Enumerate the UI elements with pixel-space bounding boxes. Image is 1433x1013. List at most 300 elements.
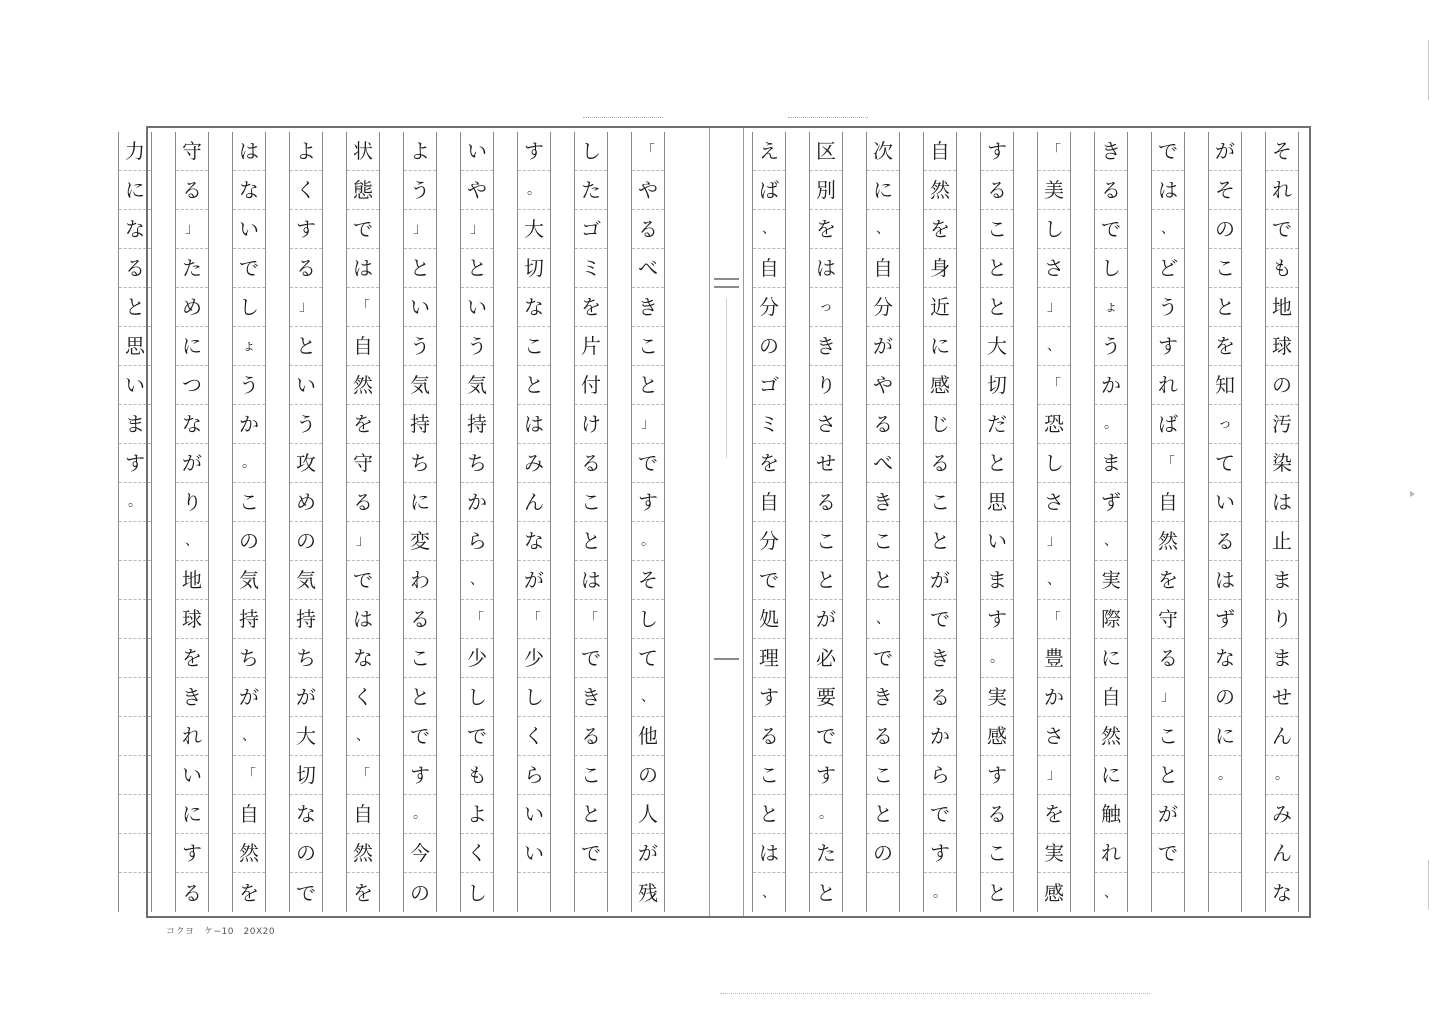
manuscript-cell: の [867, 834, 899, 873]
manuscript-cell: い [290, 366, 322, 405]
manuscript-cell: き [1095, 132, 1127, 171]
manuscript-cell: は [1152, 171, 1184, 210]
manuscript-cell: が [632, 834, 664, 873]
manuscript-cell: 。 [632, 522, 664, 561]
manuscript-cell: 近 [924, 288, 956, 327]
manuscript-column [631, 132, 665, 912]
manuscript-cell: 」 [176, 210, 208, 249]
manuscript-cell: る [981, 795, 1013, 834]
manuscript-cell: き [575, 678, 607, 717]
manuscript-cell: い [119, 366, 151, 405]
manuscript-cell: を [1038, 795, 1070, 834]
manuscript-cell: ん [1266, 834, 1298, 873]
manuscript-cell: 、 [1104, 884, 1118, 901]
manuscript-cell: み [518, 444, 550, 483]
manuscript-cell: が [1209, 132, 1241, 171]
manuscript-cell: 自 [1152, 483, 1184, 522]
manuscript-cell: っ [810, 288, 842, 327]
manuscript-cell: ょ [233, 327, 265, 366]
manuscript-cell: 気 [290, 561, 322, 600]
manuscript-cell: 。 [518, 171, 550, 210]
manuscript-cell: る [182, 880, 202, 905]
manuscript-cell: 然 [924, 171, 956, 210]
manuscript-cell: 処 [753, 600, 785, 639]
manuscript-cell: ゴ [575, 210, 607, 249]
manuscript-cell: す [518, 132, 550, 171]
manuscript-cell: と [404, 678, 436, 717]
manuscript-cell: ん [1266, 717, 1298, 756]
manuscript-cell: 気 [233, 561, 265, 600]
manuscript-cell: こ [518, 327, 550, 366]
manuscript-cell: 」 [347, 522, 379, 561]
manuscript-cell: な [347, 639, 379, 678]
manuscript-cell: な [233, 171, 265, 210]
manuscript-cell: 力 [119, 132, 151, 171]
manuscript-column [1151, 132, 1185, 912]
manuscript-cell: 。 [1095, 405, 1127, 444]
manuscript-cell: し [1038, 444, 1070, 483]
manuscript-cell: も [461, 756, 493, 795]
manuscript-cell: を [924, 210, 956, 249]
manuscript-cell: 実 [1095, 561, 1127, 600]
manuscript-cell: 大 [518, 210, 550, 249]
manuscript-cell: こ [924, 483, 956, 522]
manuscript-column [403, 132, 437, 912]
manuscript-cell: る [981, 171, 1013, 210]
manuscript-cell: さ [810, 405, 842, 444]
manuscript-cell: や [632, 171, 664, 210]
manuscript-cell: し [575, 132, 607, 171]
manuscript-cell: 、 [461, 561, 493, 600]
manuscript-cell: を [353, 880, 373, 905]
manuscript-cell: と [867, 795, 899, 834]
manuscript-cell: ん [518, 483, 550, 522]
manuscript-cell: こ [575, 756, 607, 795]
manuscript-cell: 切 [518, 249, 550, 288]
manuscript-cell: 触 [1095, 795, 1127, 834]
manuscript-cell: 」 [461, 210, 493, 249]
manuscript-cell: べ [867, 444, 899, 483]
manuscript-cell: ら [461, 522, 493, 561]
manuscript-cell: な [1209, 639, 1241, 678]
manuscript-cell: 態 [347, 171, 379, 210]
manuscript-cell: 自 [233, 795, 265, 834]
manuscript-cell: し [518, 678, 550, 717]
manuscript-cell: ら [924, 756, 956, 795]
manuscript-cell: で [867, 639, 899, 678]
manuscript-cell [119, 873, 151, 912]
manuscript-cell: は [347, 249, 379, 288]
manuscript-cell: こ [632, 327, 664, 366]
manuscript-cell: 「 [1152, 444, 1184, 483]
manuscript-cell: で [575, 834, 607, 873]
manuscript-cell [119, 756, 151, 795]
manuscript-cell: き [924, 639, 956, 678]
manuscript-cell: く [461, 834, 493, 873]
manuscript-column [980, 132, 1014, 912]
manuscript-cell: 自 [753, 249, 785, 288]
manuscript-cell: そ [1266, 132, 1298, 171]
center-spine [709, 128, 744, 916]
manuscript-cell: で [296, 880, 316, 905]
manuscript-cell: や [461, 171, 493, 210]
manuscript-cell: え [753, 132, 785, 171]
manuscript-cell: ら [518, 756, 550, 795]
manuscript-cell: べ [632, 249, 664, 288]
manuscript-cell: と [575, 522, 607, 561]
manuscript-cell: 「 [575, 600, 607, 639]
manuscript-cell: 。 [810, 795, 842, 834]
manuscript-cell: 他 [632, 717, 664, 756]
right-edge-tick [1428, 40, 1429, 100]
manuscript-cell: 付 [575, 366, 607, 405]
manuscript-cell: っ [1209, 405, 1241, 444]
manuscript-cell [1209, 873, 1241, 912]
manuscript-column [460, 132, 494, 912]
manuscript-cell: す [404, 756, 436, 795]
manuscript-cell: で [461, 717, 493, 756]
manuscript-cell: と [816, 880, 836, 905]
manuscript-cell: こ [753, 756, 785, 795]
manuscript-cell: が [810, 600, 842, 639]
manuscript-cell: 自 [924, 132, 956, 171]
manuscript-cell: 「 [461, 600, 493, 639]
manuscript-cell: か [461, 483, 493, 522]
manuscript-cell: う [404, 327, 436, 366]
manuscript-cell: る [176, 171, 208, 210]
manuscript-cell: 染 [1266, 444, 1298, 483]
manuscript-cell [119, 795, 151, 834]
manuscript-cell [119, 600, 151, 639]
manuscript-cell: 」 [1152, 678, 1184, 717]
manuscript-cell: の [632, 756, 664, 795]
manuscript-cell [1209, 795, 1241, 834]
bottom-dotted-rule [720, 993, 1150, 994]
manuscript-cell: で [753, 561, 785, 600]
manuscript-cell: 少 [461, 639, 493, 678]
manuscript-cell: こ [867, 756, 899, 795]
manuscript-cell: と [461, 249, 493, 288]
manuscript-cell: 知 [1209, 366, 1241, 405]
manuscript-cell: 気 [461, 366, 493, 405]
manuscript-cell: を [753, 444, 785, 483]
manuscript-cell: と [867, 561, 899, 600]
manuscript-cell: 守 [347, 444, 379, 483]
manuscript-cell: を [1152, 561, 1184, 600]
manuscript-cell: 別 [810, 171, 842, 210]
manuscript-cell: で [924, 795, 956, 834]
manuscript-cell: 感 [1044, 880, 1064, 905]
manuscript-cell [1152, 873, 1184, 912]
manuscript-cell: か [1095, 366, 1127, 405]
manuscript-cell: 。 [1209, 756, 1241, 795]
manuscript-cell: と [810, 561, 842, 600]
manuscript-column [752, 132, 786, 912]
manuscript-cell: 身 [924, 249, 956, 288]
manuscript-cell: で [810, 717, 842, 756]
manuscript-cell: ば [753, 171, 785, 210]
manuscript-cell: た [575, 171, 607, 210]
manuscript-cell: は [518, 405, 550, 444]
manuscript-cell: 実 [1038, 834, 1070, 873]
manuscript-cell: 然 [347, 366, 379, 405]
manuscript-cell: と [575, 795, 607, 834]
manuscript-cell: と [1209, 288, 1241, 327]
manuscript-cell: に [119, 171, 151, 210]
manuscript-cell: に [924, 327, 956, 366]
manuscript-cell: く [518, 717, 550, 756]
manuscript-cell [119, 717, 151, 756]
manuscript-cell: 残 [638, 880, 658, 905]
manuscript-cell: 「 [1038, 132, 1070, 171]
manuscript-cell: れ [1095, 834, 1127, 873]
manuscript-cell: 、 [347, 717, 379, 756]
manuscript-cell: 然 [1095, 717, 1127, 756]
manuscript-cell: き [867, 678, 899, 717]
manuscript-cell: と [119, 288, 151, 327]
manuscript-cell: れ [1266, 171, 1298, 210]
manuscript-cell: 状 [347, 132, 379, 171]
manuscript-cell: 自 [1095, 678, 1127, 717]
manuscript-column [118, 132, 152, 912]
manuscript-cell [518, 873, 550, 912]
manuscript-cell: み [1266, 795, 1298, 834]
manuscript-cell: な [1272, 880, 1292, 905]
manuscript-cell: る [575, 717, 607, 756]
manuscript-column [517, 132, 551, 912]
manuscript-cell: 思 [119, 327, 151, 366]
manuscript-cell: と [987, 880, 1007, 905]
manuscript-cell: こ [981, 834, 1013, 873]
manuscript-cell: で [575, 639, 607, 678]
manuscript-cell: な [176, 405, 208, 444]
manuscript-cell: し [632, 600, 664, 639]
manuscript-cell: ち [461, 444, 493, 483]
manuscript-cell: 分 [753, 522, 785, 561]
manuscript-cell: 持 [290, 600, 322, 639]
spine-upper-line [726, 298, 727, 458]
manuscript-cell: が [233, 678, 265, 717]
manuscript-cell: で [632, 444, 664, 483]
manuscript-cell: す [119, 444, 151, 483]
manuscript-cell: 、 [1095, 522, 1127, 561]
manuscript-cell: い [461, 288, 493, 327]
manuscript-cell: そ [632, 561, 664, 600]
manuscript-cell: る [632, 210, 664, 249]
manuscript-cell: 。 [119, 483, 151, 522]
manuscript-cell: 感 [981, 717, 1013, 756]
manuscript-cell: こ [1152, 717, 1184, 756]
manuscript-column [232, 132, 266, 912]
top-dotted-rule-right [788, 117, 868, 118]
manuscript-cell: は [1266, 483, 1298, 522]
manuscript-cell: 際 [1095, 600, 1127, 639]
manuscript-cell: 少 [518, 639, 550, 678]
manuscript-cell: 、 [867, 600, 899, 639]
manuscript-cell: 持 [461, 405, 493, 444]
manuscript-cell: を [176, 639, 208, 678]
manuscript-cell: こ [981, 210, 1013, 249]
manuscript-cell: 片 [575, 327, 607, 366]
manuscript-cell: こ [404, 639, 436, 678]
manuscript-cell: る [867, 405, 899, 444]
manuscript-cell: う [404, 171, 436, 210]
manuscript-cell: な [290, 795, 322, 834]
manuscript-cell: い [461, 132, 493, 171]
manuscript-cell: て [1209, 444, 1241, 483]
manuscript-cell: も [1266, 249, 1298, 288]
manuscript-cell: さ [1038, 717, 1070, 756]
manuscript-cell: と [981, 249, 1013, 288]
manuscript-cell: 理 [753, 639, 785, 678]
manuscript-cell: で [1266, 210, 1298, 249]
manuscript-cell: 球 [1266, 327, 1298, 366]
manuscript-cell: 然 [1152, 522, 1184, 561]
manuscript-cell: で [404, 717, 436, 756]
manuscript-cell: 攻 [290, 444, 322, 483]
manuscript-cell: さ [1038, 249, 1070, 288]
manuscript-cell: 思 [981, 483, 1013, 522]
manuscript-cell: 美 [1038, 171, 1070, 210]
manuscript-cell: 次 [867, 132, 899, 171]
manuscript-cell: い [981, 522, 1013, 561]
spine-upper-mark [714, 278, 739, 288]
manuscript-cell [119, 639, 151, 678]
manuscript-cell: ず [1095, 483, 1127, 522]
manuscript-cell: と [290, 327, 322, 366]
manuscript-cell: 然 [233, 834, 265, 873]
manuscript-cell: す [981, 756, 1013, 795]
manuscript-cell: ま [1095, 444, 1127, 483]
manuscript-cell: は [810, 249, 842, 288]
manuscript-cell: ち [233, 639, 265, 678]
manuscript-cell: き [176, 678, 208, 717]
manuscript-cell: 「 [1038, 366, 1070, 405]
manuscript-cell: ち [404, 444, 436, 483]
manuscript-cell: め [290, 483, 322, 522]
manuscript-cell [119, 522, 151, 561]
manuscript-cell: こ [233, 483, 265, 522]
manuscript-cell: か [924, 717, 956, 756]
manuscript-cell: を [1209, 327, 1241, 366]
manuscript-cell: り [176, 483, 208, 522]
manuscript-cell: 気 [404, 366, 436, 405]
right-edge-tick-lower [1428, 860, 1429, 910]
manuscript-cell: る [290, 249, 322, 288]
manuscript-cell: し [461, 678, 493, 717]
manuscript-cell: さ [1038, 483, 1070, 522]
manuscript-cell: に [176, 327, 208, 366]
manuscript-cell: し [1038, 210, 1070, 249]
spine-lower-mark [714, 658, 739, 662]
manuscript-cell: る [1095, 171, 1127, 210]
manuscript-cell: す [810, 756, 842, 795]
manuscript-cell: 切 [981, 366, 1013, 405]
manuscript-cell: 自 [867, 249, 899, 288]
manuscript-cell [119, 678, 151, 717]
manuscript-cell: 」 [1038, 756, 1070, 795]
manuscript-cell: と [753, 795, 785, 834]
manuscript-cell: ま [981, 561, 1013, 600]
manuscript-cell: る [924, 444, 956, 483]
manuscript-cell: 感 [924, 366, 956, 405]
manuscript-cell: ち [290, 639, 322, 678]
manuscript-cell: の [1209, 210, 1241, 249]
manuscript-cell: そ [1209, 171, 1241, 210]
manuscript-cell: な [518, 288, 550, 327]
manuscript-cell: 「 [1038, 600, 1070, 639]
manuscript-cell: い [404, 288, 436, 327]
manuscript-cell: に [1095, 639, 1127, 678]
manuscript-cell: よ [404, 132, 436, 171]
manuscript-cell: 。 [404, 795, 436, 834]
manuscript-cell: れ [1152, 366, 1184, 405]
manuscript-cell: う [1095, 327, 1127, 366]
manuscript-column [289, 132, 323, 912]
manuscript-cell: が [924, 561, 956, 600]
manuscript-cell: か [1038, 678, 1070, 717]
manuscript-cell: く [347, 678, 379, 717]
manuscript-cell [575, 873, 607, 912]
manuscript-column [1037, 132, 1071, 912]
manuscript-cell: ゴ [753, 366, 785, 405]
manuscript-sheet [125, 126, 1311, 918]
manuscript-cell: 恐 [1038, 405, 1070, 444]
manuscript-cell: で [233, 249, 265, 288]
manuscript-cell: 、 [1152, 210, 1184, 249]
manuscript-cell: ば [1152, 405, 1184, 444]
manuscript-cell: が [290, 678, 322, 717]
manuscript-cell: め [176, 288, 208, 327]
manuscript-cell: 、 [762, 884, 776, 901]
manuscript-cell: 」 [1038, 522, 1070, 561]
manuscript-cell: つ [176, 366, 208, 405]
manuscript-column [809, 132, 843, 912]
manuscript-cell: 、 [632, 678, 664, 717]
paper-brand-label: コクヨ ケ−10 20X20 [166, 927, 276, 937]
manuscript-cell: こ [810, 522, 842, 561]
manuscript-cell: で [1152, 132, 1184, 171]
manuscript-cell: し [1095, 249, 1127, 288]
manuscript-cell: 大 [981, 327, 1013, 366]
manuscript-cell: 今 [404, 834, 436, 873]
manuscript-cell: 」 [290, 288, 322, 327]
manuscript-cell: 。 [1266, 756, 1298, 795]
manuscript-cell: て [632, 639, 664, 678]
manuscript-cell: を [575, 288, 607, 327]
manuscript-cell: く [290, 171, 322, 210]
manuscript-cell: は [347, 600, 379, 639]
manuscript-cell: に [1095, 756, 1127, 795]
manuscript-cell: 自 [347, 795, 379, 834]
manuscript-cell: ミ [575, 249, 607, 288]
manuscript-cell: う [1152, 288, 1184, 327]
manuscript-column [923, 132, 957, 912]
manuscript-cell: る [867, 717, 899, 756]
manuscript-cell: 」 [404, 210, 436, 249]
manuscript-cell: 分 [753, 288, 785, 327]
manuscript-cell: と [404, 249, 436, 288]
manuscript-cell: 要 [810, 678, 842, 717]
manuscript-cell: 「 [347, 288, 379, 327]
manuscript-cell: 「 [347, 756, 379, 795]
manuscript-cell: る [575, 444, 607, 483]
manuscript-cell: き [867, 483, 899, 522]
manuscript-cell: の [1266, 366, 1298, 405]
manuscript-cell: る [1152, 639, 1184, 678]
manuscript-cell: 大 [290, 717, 322, 756]
manuscript-cell: で [347, 210, 379, 249]
